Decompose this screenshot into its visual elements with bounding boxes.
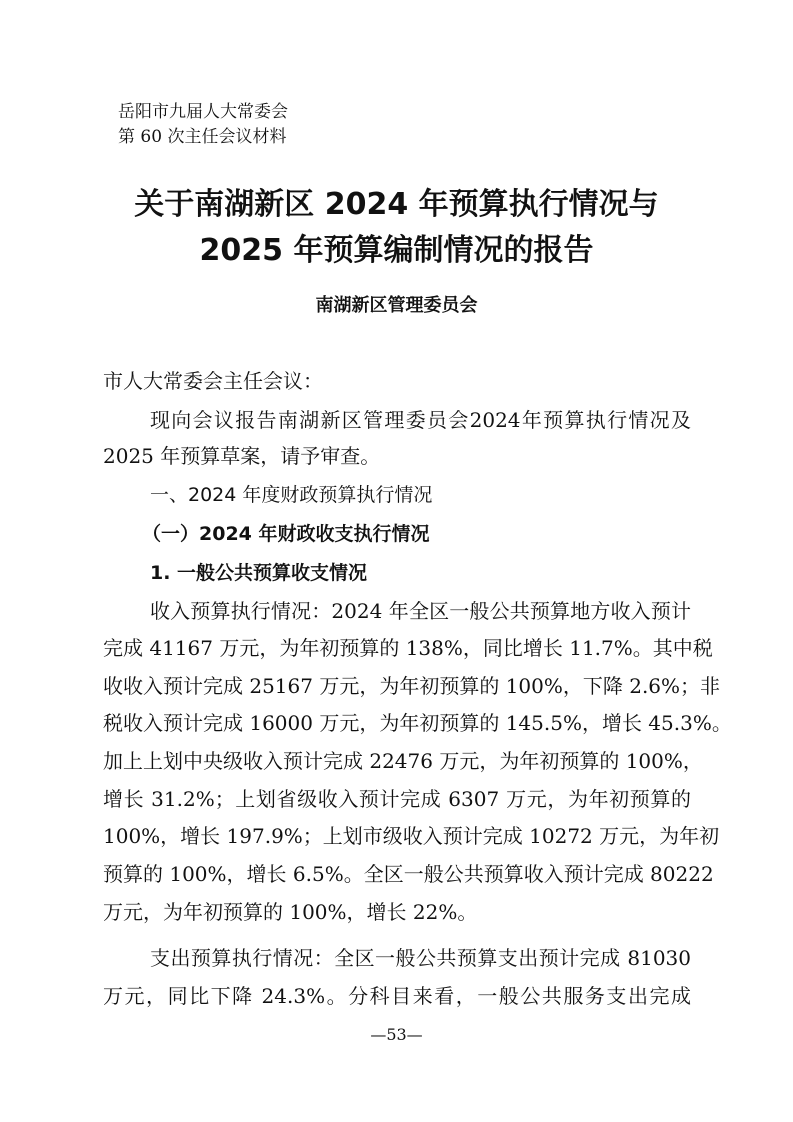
paragraph-line: 万元，为年初预算的 100%，增长 22%。 — [103, 900, 478, 924]
paragraph-line: 收收入预计完成 25167 万元，为年初预算的 100%，下降 2.6%；非 — [103, 674, 721, 698]
section-heading: 一、2024 年度财政预算执行情况 — [150, 484, 433, 506]
paragraph-line: 增长 31.2%；上划省级收入预计完成 6307 万元，为年初预算的 — [103, 787, 691, 811]
issuing-organization: 南湖新区管理委员会 — [315, 295, 478, 316]
report-title-line2: 2025 年预算编制情况的报告 — [199, 233, 594, 268]
meeting-header-line2: 第 60 次主任会议材料 — [118, 127, 287, 147]
paragraph-line: 加上上划中央级收入预计完成 22476 万元，为年初预算的 100%， — [103, 749, 703, 773]
paragraph-line: 税收入预计完成 16000 万元，为年初预算的 145.5%，增长 45.3%。 — [103, 711, 732, 735]
paragraph-line: 支出预算执行情况：全区一般公共预算支出预计完成 81030 — [150, 946, 691, 970]
subsection-heading: （一）2024 年财政收支执行情况 — [142, 523, 430, 545]
paragraph-line: 100%，增长 197.9%；上划市级收入预计完成 10272 万元，为年初 — [103, 824, 720, 848]
paragraph-line: 预算的 100%，增长 6.5%。全区一般公共预算收入预计完成 80222 — [103, 862, 714, 886]
page-number: —53— — [370, 1025, 423, 1044]
intro-line2: 2025 年预算草案，请予审查。 — [103, 444, 381, 468]
meeting-header-line1: 岳阳市九届人大常委会 — [118, 102, 288, 122]
salutation: 市人大常委会主任会议： — [103, 369, 323, 393]
sub-subsection-heading: 1. 一般公共预算收支情况 — [150, 562, 368, 584]
paragraph-line: 完成 41167 万元，为年初预算的 138%，同比增长 11.7%。其中税 — [103, 636, 713, 660]
intro-line1: 现向会议报告南湖新区管理委员会2024年预算执行情况及 — [150, 408, 691, 432]
paragraph-line: 收入预算执行情况：2024 年全区一般公共预算地方收入预计 — [150, 599, 691, 623]
report-title-line1: 关于南湖新区 2024 年预算执行情况与 — [134, 187, 659, 222]
paragraph-line: 万元，同比下降 24.3%。分科目来看，一般公共服务支出完成 — [103, 984, 691, 1008]
